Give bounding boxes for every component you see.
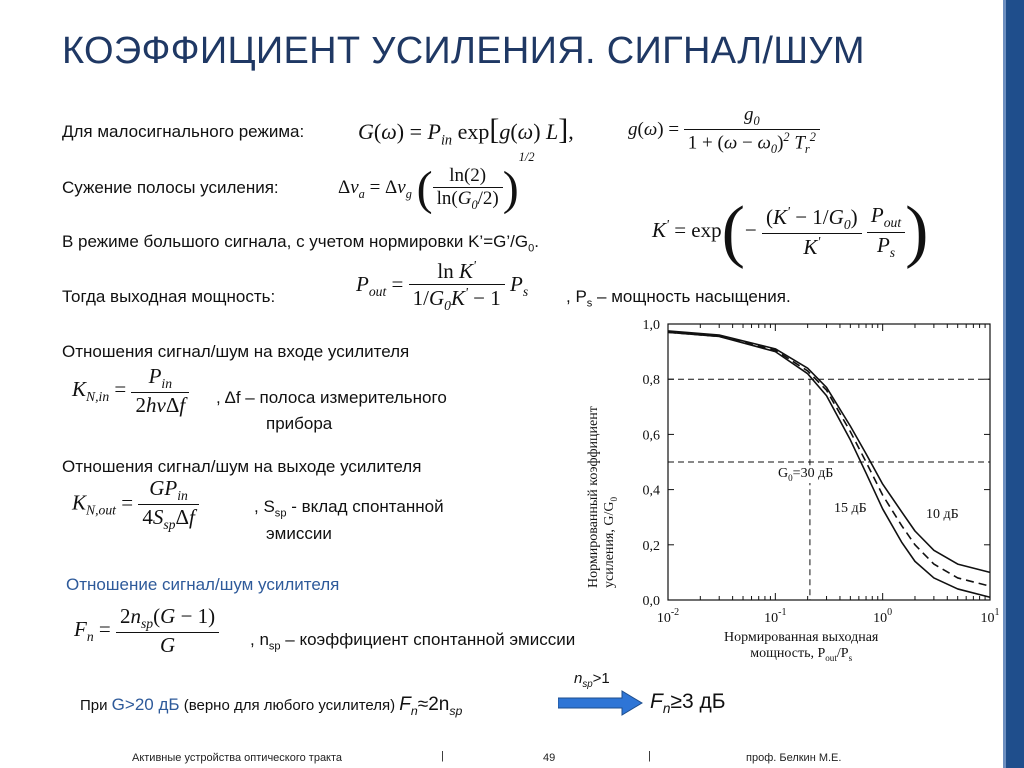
footer-separator: | (441, 750, 444, 762)
footer-course: Активные устройства оптического тракта (132, 752, 343, 764)
formula-output-power: $P_{out}$ = $\frac{\ln K'}{1/G_0K' - 1}$ $P_s$ (356, 258, 529, 314)
x-tick-label: $10^{-2}$ (656, 607, 680, 626)
formula-bandwidth: $\Delta\nu_a = \Delta\nu_g$ ( $\frac{\ln(2)}{\ln(G_0/2)}$ )$^{1/2}$ (338, 150, 535, 216)
conclusion-result: $F_n\ge 3$ дБ (650, 690, 726, 717)
footer-page-number: 49 (543, 752, 556, 764)
series-label-10db: 10 дБ (926, 507, 959, 522)
series-line-1 (668, 332, 990, 586)
x-tick-label: $10^1$ (980, 607, 1000, 626)
ps-note: , $P_s$ – мощность насыщения. (566, 287, 791, 310)
snr-out-note-2: эмиссии (266, 524, 332, 543)
series-line-2 (668, 331, 990, 573)
accent-bar (1006, 0, 1024, 768)
formula-gain-small-signal: $G(\omega) = P_{in}$ exp[g(ω) L], (358, 113, 574, 149)
y-tick-label: 0,6 (642, 428, 660, 444)
formula-snr-in: $K_{N,in}$ = $\frac{P_{in}}{\text{2hνΔf}}$ (72, 364, 189, 418)
y-tick-label: 0,0 (642, 594, 660, 609)
formula-noise-figure: $F_n$ = $\frac{2n_{sp}(G - 1)}{G}$ (74, 604, 219, 658)
y-tick-label: 0,8 (642, 373, 660, 389)
chart-ylabel: Нормированный коэффициент усиления, $G/G_0$ (586, 406, 619, 588)
bandwidth-label: Сужение полосы усиления: (62, 178, 279, 197)
snr-in-note-2: прибора (266, 414, 333, 433)
formula-k-exp: K' = exp(− $\frac{(K' - 1/G_0)}{K'}$ $\frac{P_{out}}{P_s}$ ) (652, 193, 929, 270)
output-power-label: Тогда выходная мощность: (62, 287, 276, 306)
footer-author: проф. Белкин М.Е. (746, 752, 842, 764)
gain-saturation-chart (590, 312, 1002, 672)
small-signal-label: Для малосигнального режима: (62, 122, 305, 141)
x-tick-label: $10^0$ (873, 607, 893, 626)
series-label-15db: 15 дБ (834, 501, 867, 516)
formula-snr-out: $K_{N,out}$ = $\frac{GP_{in}}{4S_{sp}\Delta f}$ (72, 476, 199, 533)
snr-out-heading: Отношения сигнал/шум на выходе усилителя (62, 457, 422, 476)
series-line-0 (668, 332, 990, 597)
x-tick-label: $10^{-1}$ (764, 607, 787, 626)
slide-title: КОЭФФИЦИЕНТ УСИЛЕНИЯ. СИГНАЛ/ШУМ (62, 30, 865, 72)
y-tick-label: 0,4 (642, 483, 660, 499)
series-label-30db: $G_0=30$ дБ (778, 466, 834, 483)
implies-arrow (558, 690, 644, 716)
formula-gain-lorentz: g(ω) = $\frac{g_0}{1 + (\omega - \omega_0)^2 T_r^2}$ (628, 104, 820, 157)
large-signal-label: В режиме большого сигнала, с учетом нормировки $K’=G’/G_0$. (62, 232, 539, 255)
y-tick-label: 0,2 (642, 538, 660, 554)
conclusion-text: При G>20 дБ (верно для любого усилителя) $F_n\approx 2n_{sp}$ (80, 694, 463, 718)
arrow-condition: $n_{sp}>1$ (574, 670, 610, 690)
chart-xlabel: Нормированная выходная мощность, $P_{out}/P_s$ (724, 630, 879, 663)
nsp-note: , $n_{sp}$ – коэффициент спонтанной эмиссии (250, 630, 576, 653)
noise-figure-heading: Отношение сигнал/шум усилителя (66, 575, 340, 594)
snr-in-note-1: , Δf – полоса измерительного (216, 388, 447, 407)
snr-out-note-1: , $S_{sp}$ - вклад спонтанной (254, 497, 444, 520)
y-tick-label: 1,0 (642, 318, 660, 333)
footer-separator: | (648, 750, 651, 762)
snr-in-heading: Отношения сигнал/шум на входе усилителя (62, 342, 410, 361)
